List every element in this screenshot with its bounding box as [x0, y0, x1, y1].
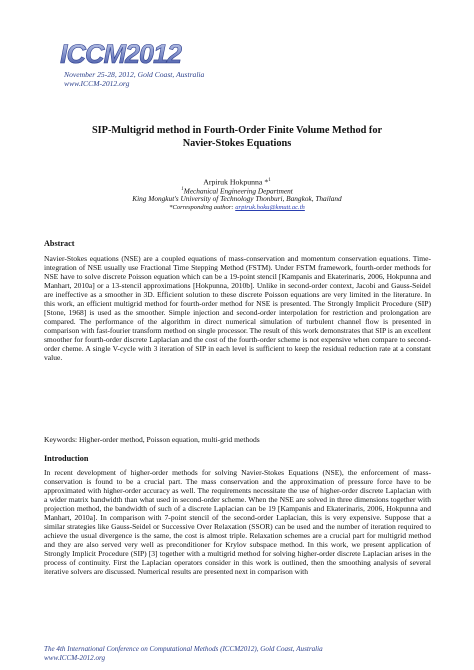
corresponding-label: *Corresponding author: [169, 204, 236, 211]
author-superscript: 1 [268, 178, 271, 183]
footer-website: www.ICCM-2012.org [44, 654, 106, 662]
introduction-heading: Introduction [44, 454, 89, 463]
paper-title [50, 125, 424, 150]
introduction-text: In recent development of higher-order methods for solving Navier-Stokes Equations (NSE), the enforcement of mass-conservation is found to be a crucial part. The mass conservation and the approximation of pressure force have to be approximated with higher-order accuracy as well. The requirements necessitate the use of higher-order discrete Laplacian with a wider matrix bandwidth than what used in second-order scheme. When the NSE are solved in three dimensions together with projection method, the bandwidth of such of a discrete Laplacian can be 19 [Kampanis and Ekaterinaris, 2006, Hokpunna and Manhart, 2010a]. In comparison with 7-point stencil of the second-order Laplacian, this is very expensive. Suppose that a similar strategies like Gauss-Seidel or Successive Over Relaxation (SSOR) can be used and the number of iteration required to achieve the usual divergence is the same, the cost is almost triple. Relaxation schemes are a crucial part for multigrid method and they are also served very well as preconditioner for Krylov subspace method. In this work, we present application of Strongly Implicit Procedure (SIP) [3] together with a multigrid method for solving higher-order discrete Laplacian arises in the process of continuity. First the Laplacian operators consider in this work is outlined, then the smoothing analysis of several iterative solvers are discussed. Numerical results are presented next in comparison with [44, 468, 431, 576]
affiliation-superscript: 1 [181, 187, 184, 192]
header-website: www.ICCM-2012.org [64, 79, 130, 88]
author-name-text: Arpiruk Hokpunna * [203, 177, 269, 187]
keywords: Keywords: Higher-order method, Poisson equation, multi-grid methods [44, 435, 260, 444]
title-line-2: Navier-Stokes Equations [182, 137, 292, 149]
abstract-heading: Abstract [44, 239, 75, 248]
corresponding-author [40, 203, 434, 212]
header-date-place: November 25-28, 2012, Gold Coast, Australia [64, 70, 205, 79]
logo-text: ICCM2012 [60, 39, 182, 69]
title-line-1: SIP-Multigrid method in Fourth-Order Finite Volume Method for [91, 125, 383, 136]
email-link[interactable]: arpiruk.hoku@kmutt.ac.th [235, 204, 305, 211]
abstract-text: Navier-Stokes equations (NSE) are a coupled equations of mass-conservation and momentum conservation equations. Time-integration of NSE usually use Fractional Time Stepping Method (FSTM). Under FSTM framework, fourth-order methods for NSE have to solve discrete Poisson equation which can be a 19-point stencil [Kampanis and Ekaterinaris, 2006, Hokpunna and Manhart, 2010a] or a 13-stencil approximations [Hokpunna, 2010b]. Unlike in second-order context, Jacobi and Gauss-Seidel are ineffective as a smoother in 3D. Efficient solution to these discrete Poisson equations are very limited in the literature. In this work, an efficient multigrid method for fourth-order method for NSE is presented. The Strongly Implicit Procedure (SIP) [Stone, 1968] is used as the smoother. Simple injection and second-order interpolation for restriction and prolongation are compared. The performance of the algorithm in direct numerical simulation of turbulent channel flow is presented in comparison with fast-fourier transform method on single processor. The result of this work demonstrates that SIP is an excellent smoother for fourth-order discrete Laplacian and the cost of the fourth-order scheme is not expensive when compare to second-order cheme. A single V-cycle with 3 iteration of SIP in each level is sufficient to keep the residual reduction rate at a constant value. [44, 254, 431, 362]
department-text: Mechanical Engineering Department [183, 186, 293, 196]
author-university: King Mongkut's University of Technology Thonburi, Bangkok, Thailand [132, 194, 342, 203]
conference-logo [58, 36, 182, 70]
footer-conference: The 4th International Conference on Computational Methods (ICCM2012), Gold Coast, Australia [44, 645, 323, 653]
